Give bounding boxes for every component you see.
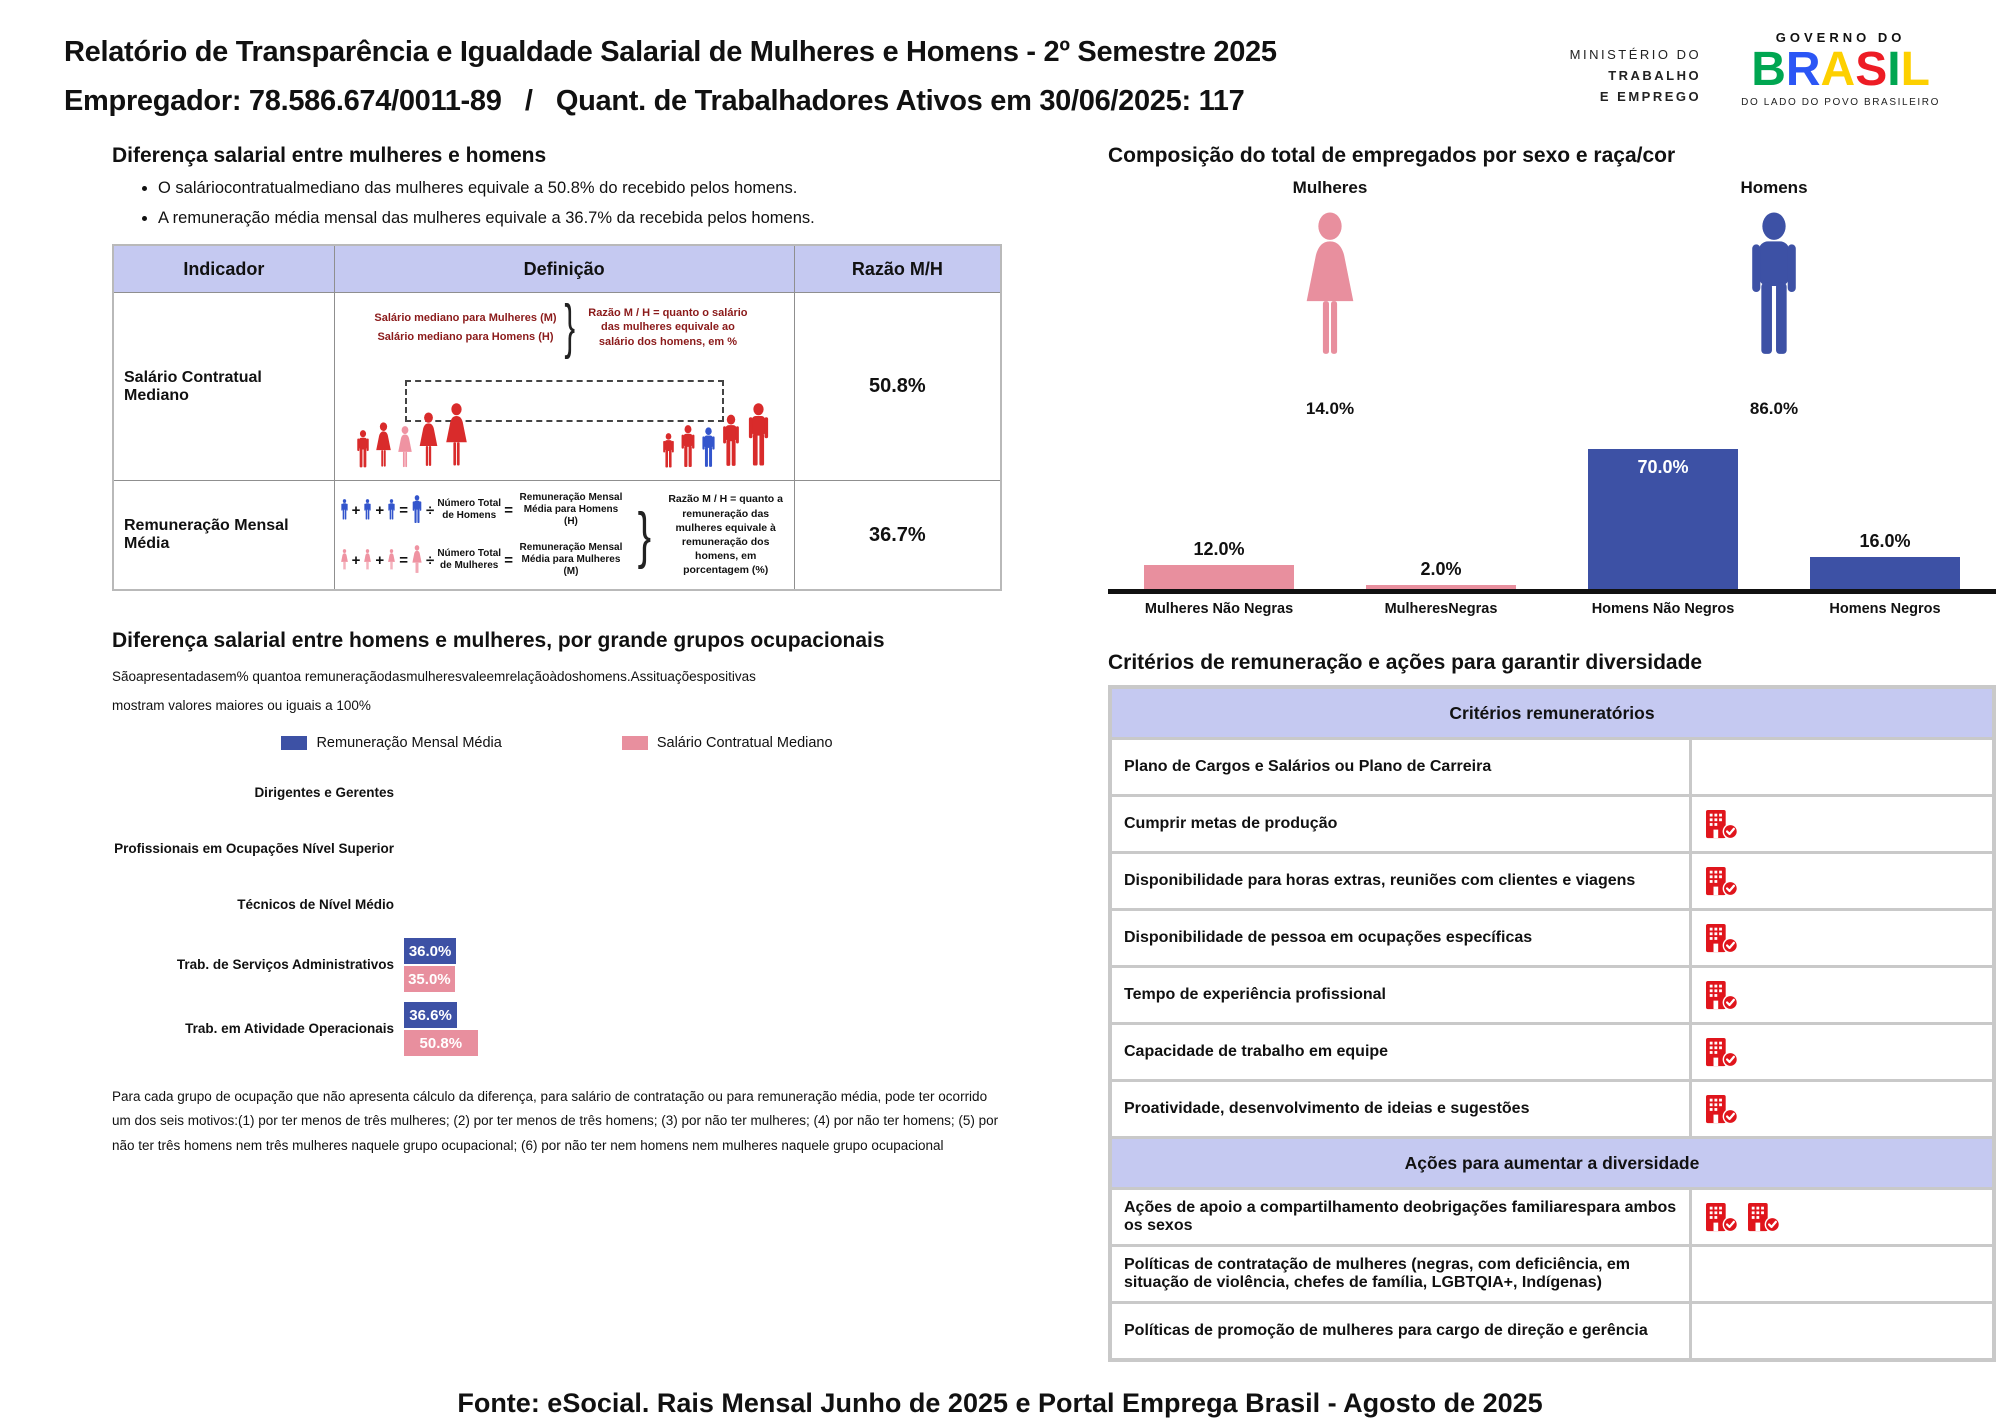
ministry-line3: E EMPREGO: [1599, 88, 1702, 104]
chart-column: 2.0%: [1330, 559, 1552, 589]
woman-icon: [340, 549, 349, 571]
chart-column: 16.0%: [1774, 531, 1996, 589]
left-column: [112, 118, 1002, 1362]
legend-swatch-blue: [281, 736, 307, 750]
criteria-table: [1108, 685, 1996, 1362]
man-icon: [387, 499, 396, 521]
criteria-row: Disponibilidade para horas extras, reuniões com clientes e viagens: [1110, 853, 1994, 910]
indicator-table-header: [113, 245, 1001, 293]
report-subtitle: Empregador: 78.586.674/0011-89 / Quant. de Trabalhadores Ativos em 30/06/2025: 117: [64, 85, 1245, 117]
report-body: [56, 118, 1944, 1362]
criteria-status-cell: [1691, 796, 1995, 853]
bar-remuneracao: 36.6%: [404, 1002, 457, 1028]
women-divisor-label: Número Total de Mulheres: [437, 548, 502, 571]
ratio-value: 50.8%: [794, 293, 1001, 481]
man-icon: [1743, 212, 1805, 364]
median-women-label: Salário mediano para Mulheres (M): [374, 312, 557, 324]
average-ratio-note: Razão M / H = quanto a remuneração das mulheres equivale à remuneração dos homens, em porcentagem (%): [668, 493, 783, 577]
criteria-row: Disponibilidade de pessoa em ocupações específicas: [1110, 910, 1994, 967]
woman-icon: [363, 549, 372, 571]
bar-mulheres-nao-negras: [1144, 565, 1294, 589]
chart-legend: [112, 735, 1002, 751]
bar-salario: 50.8%: [404, 1030, 478, 1056]
bar-salario: 35.0%: [404, 966, 455, 992]
governo-do-label: GOVERNO DO: [1775, 30, 1906, 45]
men-result-label: Remuneração Mensal Média para Homens (H): [519, 492, 623, 527]
salary-gap-bullets: [158, 179, 1002, 228]
indicator-name: Salário Contratual Mediano: [113, 293, 334, 481]
man-icon: [363, 499, 372, 521]
person-icon: [720, 414, 742, 470]
brace-glyph: }: [637, 500, 652, 570]
company-check-icon: [1704, 1094, 1738, 1124]
right-column: [1108, 118, 1996, 1362]
median-ratio-note: Razão M / H = quanto o salário das mulheres equivale ao salário dos homens, em %: [588, 307, 748, 348]
report-header: [56, 30, 1944, 118]
report-title: Relatório de Transparência e Igualdade Salarial de Mulheres e Homens - 2º Semestre 2025: [64, 36, 1277, 68]
chart-column: [1552, 449, 1774, 589]
person-icon: [679, 425, 697, 470]
indicator-table: [112, 244, 1002, 591]
male-label: Homens: [1740, 178, 1808, 197]
male-figure-block: [1624, 178, 1924, 419]
person-icon: [443, 403, 470, 470]
man-icon: [340, 499, 349, 521]
criteria-row: Políticas de promoção de mulheres para cargo de direção e gerência: [1110, 1303, 1994, 1361]
female-label: Mulheres: [1292, 178, 1368, 197]
row-remuneracao-media: [113, 481, 1001, 591]
man-icon: [411, 495, 423, 525]
median-men-label: Salário mediano para Homens (H): [377, 331, 554, 343]
company-check-icon: [1704, 866, 1738, 896]
criteria-status-cell: [1691, 853, 1995, 910]
legend-salario: Salário Contratual Mediano: [622, 735, 833, 751]
definition-median-diagram: [334, 293, 794, 481]
occupational-bar-chart: [112, 765, 1002, 1061]
criteria-row: Cumprir metas de produção: [1110, 796, 1994, 853]
men-average-formula: + + = ÷ Número Total de Homens = Remuneração Mensal Média para Homens (H): [340, 492, 626, 528]
criteria-status-cell: [1691, 1081, 1995, 1138]
men-divisor-label: Número Total de Homens: [437, 498, 502, 521]
report-titles: [56, 30, 1277, 118]
criteria-status-cell: [1691, 910, 1995, 967]
bar-mulheres-negras: [1366, 585, 1516, 589]
criteria-status-cell: [1691, 1303, 1995, 1361]
govbr-logo: [1741, 30, 1940, 108]
person-icon: [661, 433, 676, 470]
company-check-icon: [1704, 980, 1738, 1010]
chart-row: Trab. de Serviços Administrativos 36.0% 35.0%: [112, 933, 1002, 997]
median-labels: [374, 305, 556, 350]
criteria-row: Capacidade de trabalho em equipe: [1110, 1024, 1994, 1081]
bullet-average-pay: • A remuneração média mensal das mulheres equivale a 36.7% da recebida pelos homens.: [158, 209, 1002, 228]
company-check-icon: [1704, 1037, 1738, 1067]
ratio-value: 36.7%: [794, 481, 1001, 591]
salary-gap-title: Diferença salarial entre mulheres e homens: [112, 144, 547, 167]
col-indicador: Indicador: [113, 245, 334, 293]
woman-icon: [387, 549, 396, 571]
composition-title: Composição do total de empregados por sexo e raça/cor: [1108, 144, 1676, 167]
gov-tagline: DO LADO DO POVO BRASILEIRO: [1741, 97, 1940, 109]
header-logos: [1570, 30, 1944, 108]
female-figure-block: [1180, 178, 1480, 419]
brace-glyph: }: [563, 293, 575, 360]
criteria-status-cell: [1691, 1024, 1995, 1081]
women-average-formula: + + = ÷ Número Total de Mulheres = Remuneração Mensal Média para Mulheres (M): [340, 542, 626, 578]
ministry-line2: TRABALHO: [1608, 67, 1702, 83]
company-check-icon: [1704, 809, 1738, 839]
race-composition-chart: 12.0% 2.0% 70.0% 16.0% Mulheres Não Negras MulheresNegras Homens Não Negros Homens Negros: [1108, 449, 1996, 617]
company-check-icon: [1704, 923, 1738, 953]
criteria-row: Tempo de experiência profissional: [1110, 967, 1994, 1024]
chart-row: Dirigentes e Gerentes: [254, 784, 394, 800]
indicator-name: Remuneração Mensal Média: [113, 481, 334, 591]
brasil-wordmark: BRASIL: [1751, 43, 1930, 96]
median-people-diagram: [341, 358, 788, 470]
company-check-icon: [1704, 1202, 1738, 1232]
bar-homens-negros: [1810, 557, 1960, 589]
ministry-line1: MINISTÉRIO DO: [1569, 47, 1702, 62]
person-icon: [745, 403, 772, 470]
legend-swatch-pink: [622, 736, 648, 750]
definition-average-diagram: [334, 481, 794, 591]
chart-row: Técnicos de Nível Médio: [237, 896, 394, 912]
sex-composition-figures: [1108, 178, 1996, 419]
highlighted-man-icon: [700, 427, 717, 470]
male-percentage: 86.0%: [1749, 399, 1799, 418]
female-percentage: 14.0%: [1305, 399, 1355, 418]
person-icon: [355, 430, 371, 470]
source-footer: Fonte: eSocial. Rais Mensal Junho de 2025 e Portal Emprega Brasil - Agosto de 2025: [457, 1388, 1543, 1418]
occupational-title: Diferença salarial entre homens e mulheres, por grande grupos ocupacionais: [112, 629, 885, 652]
criteria-status-cell: [1691, 739, 1995, 796]
chart-column: 12.0%: [1108, 539, 1330, 589]
ministry-logo: [1570, 45, 1701, 107]
criteria-group-header: Critérios remuneratórios: [1110, 687, 1994, 739]
row-salario-contratual: [113, 293, 1001, 481]
criteria-row: Ações de apoio a compartilhamento deobrigações familiarespara ambos os sexos: [1110, 1189, 1994, 1246]
person-icon: [417, 412, 440, 470]
person-icon: [374, 422, 393, 470]
bar-homens-nao-negros: 70.0%: [1588, 449, 1738, 589]
criteria-status-cell: [1691, 1246, 1995, 1303]
highlighted-woman-icon: [396, 426, 414, 470]
women-result-label: Remuneração Mensal Média para Mulheres (M): [519, 542, 623, 577]
bullet-median-salary: • O saláriocontratualmediano das mulheres equivale a 50.8% do recebido pelos homens.: [158, 179, 1002, 198]
col-definicao: Definição: [334, 245, 794, 293]
bar-remuneracao: 36.0%: [404, 938, 456, 964]
occupational-subtitle: Sãoapresentadasem% quantoa remuneraçãodasmulheresvaleemrelaçãoàdoshomens.Assituaçõespositivas mostram valores maiores ou iguais a 100%: [112, 669, 756, 713]
occupational-footnote: Para cada grupo de ocupação que não apresenta cálculo da diferença, para salário de contratação ou para remuneração média, pode ter ocorrido um dos seis motivos:(1) por ter menos de três mulheres; (2) por ter menos de três homens; (3) por não ter mulheres; (4) por não ter homens; (5) por não ter três homens nem três mulheres naquele grupo ocupacional; (6) por não ter nem homens nem mulheres naquele grupo ocupacional: [112, 1089, 999, 1153]
col-razao: Razão M/H: [794, 245, 1001, 293]
company-check-icon: [1746, 1202, 1780, 1232]
criteria-status-cell: [1691, 967, 1995, 1024]
woman-icon: [1299, 212, 1361, 364]
chart-row: Trab. em Atividade Operacionais 36.6% 50.8%: [112, 997, 1002, 1061]
chart-row: Profissionais em Ocupações Nível Superior: [114, 840, 394, 856]
criteria-title: Critérios de remuneração e ações para garantir diversidade: [1108, 651, 1703, 674]
criteria-row: Plano de Cargos e Salários ou Plano de Carreira: [1110, 739, 1994, 796]
men-group-figures: [661, 403, 772, 470]
criteria-row: Proatividade, desenvolvimento de ideias e sugestões: [1110, 1081, 1994, 1138]
legend-remuneracao: Remuneração Mensal Média: [281, 735, 501, 751]
woman-icon: [411, 545, 423, 575]
criteria-group-header: Ações para aumentar a diversidade: [1110, 1138, 1994, 1189]
women-group-figures: [355, 403, 470, 470]
criteria-row: Políticas de contratação de mulheres (negras, com deficiência, em situação de violência, chefes de família, LGBTQIA+, Indígenas): [1110, 1246, 1994, 1303]
criteria-status-cell: [1691, 1189, 1995, 1246]
